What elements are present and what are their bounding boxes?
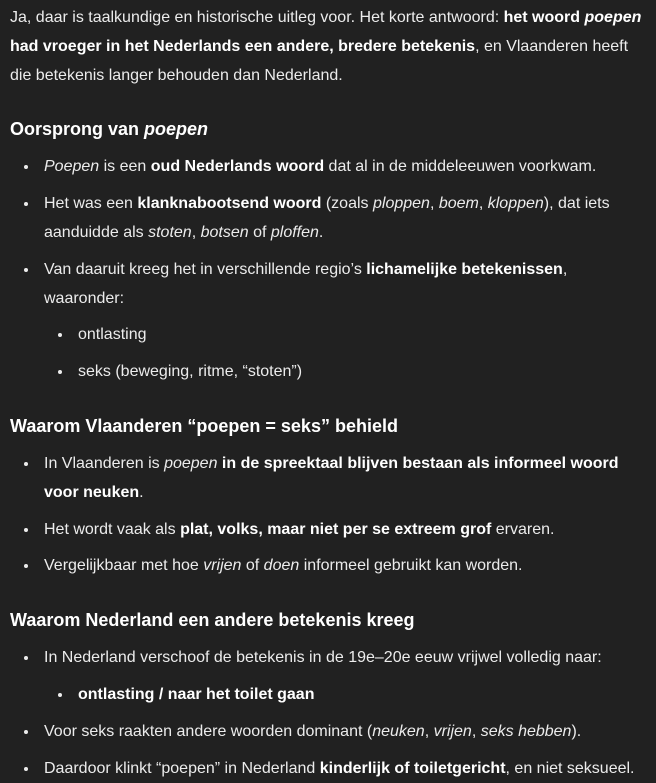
text-run: Daardoor klinkt “poepen” in Nederland — [44, 759, 320, 777]
text-run: Van daaruit kreeg het in verschillende regio’s — [44, 260, 367, 278]
section-heading — [10, 116, 646, 143]
text-run: ), dat iets aanduidde als — [44, 195, 610, 241]
list-item — [73, 321, 646, 350]
text-run: doen — [263, 557, 300, 575]
text-run: Het wordt vaak als — [44, 520, 181, 538]
text-run: poepen — [164, 454, 218, 472]
text-run: , waaronder: — [44, 260, 568, 307]
list-item — [39, 718, 646, 747]
list-item — [73, 358, 646, 387]
text-run: ervaren. — [491, 520, 555, 538]
text-run: , — [191, 223, 201, 241]
text-run: ploppen — [372, 195, 430, 213]
list-item — [39, 516, 646, 545]
text-run: , — [478, 195, 488, 213]
section-heading — [10, 413, 646, 440]
text-run: of — [241, 557, 264, 575]
text-run: In Nederland verschoof de betekenis in de 19e–20e eeuw vrijwel volledig naar: — [44, 649, 602, 667]
text-run: kloppen — [487, 195, 544, 213]
text-run: seks (beweging, ritme, “stoten”) — [78, 363, 303, 381]
text-run: had vroeger in het Nederlands een andere, bredere betekenis — [10, 37, 476, 55]
text-run: klanknabootsend woord — [137, 195, 322, 213]
list-item — [39, 755, 646, 783]
text-run: , — [471, 722, 481, 740]
bullet-list — [10, 153, 646, 387]
text-run: , — [429, 195, 439, 213]
list-item — [39, 190, 646, 248]
text-run: stoten — [148, 223, 192, 241]
text-run: of — [248, 223, 271, 241]
text-run: . — [318, 223, 324, 241]
text-run: Oorsprong van — [10, 119, 145, 140]
text-run: plat, volks, maar niet per se extreem grof — [180, 520, 492, 538]
text-run: (zoals — [321, 195, 373, 213]
text-run: kinderlijk of toiletgericht — [319, 759, 506, 777]
list-item — [39, 256, 646, 387]
list-item — [39, 153, 646, 182]
text-run: is een — [99, 158, 151, 176]
text-run: vrijen — [433, 722, 472, 740]
text-run: seks hebben — [480, 722, 572, 740]
list-item — [39, 552, 646, 581]
text-run: ontlasting / naar het toilet gaan — [78, 685, 315, 703]
text-run: botsen — [200, 223, 249, 241]
nested-bullet-list — [44, 681, 646, 710]
section-heading — [10, 607, 646, 634]
list-item — [73, 681, 646, 710]
text-run: , en Vlaanderen heeft die betekenis langer behouden dan Nederland. — [10, 37, 629, 84]
paragraph — [10, 4, 646, 90]
text-run: In Vlaanderen is — [44, 454, 165, 472]
text-run: Ja, daar is taalkundige en historische uitleg voor. Het korte antwoord: — [10, 9, 504, 26]
text-run: Vergelijkbaar met hoe — [44, 557, 204, 575]
text-run: lichamelijke betekenissen — [366, 260, 563, 278]
bullet-list — [10, 450, 646, 581]
text-run: Voor seks raakten andere woorden dominant ( — [44, 722, 373, 740]
text-run: ). — [571, 722, 582, 740]
text-run: het woord — [503, 9, 585, 26]
text-run: poepen — [584, 9, 642, 26]
nested-bullet-list — [44, 321, 646, 387]
text-run: , en niet seksueel. — [505, 759, 635, 777]
text-run: vrijen — [203, 557, 242, 575]
text-run: . — [139, 483, 144, 501]
text-run: Het was een — [44, 195, 138, 213]
text-run: Waarom Nederland een andere betekenis kreeg — [10, 610, 415, 631]
text-run: boem — [438, 195, 479, 213]
text-run: ontlasting — [78, 326, 147, 344]
text-run: dat al in de middeleeuwen voorkwam. — [324, 158, 597, 176]
text-run: ploffen — [270, 223, 319, 241]
text-run: in de spreektaal blijven bestaan als informeel woord voor neuken — [44, 454, 619, 501]
text-run: , — [424, 722, 434, 740]
bullet-list — [10, 644, 646, 783]
text-run: neuken — [372, 722, 425, 740]
text-run: oud Nederlands woord — [150, 158, 325, 176]
text-run: Poepen — [44, 158, 100, 176]
list-item — [39, 450, 646, 508]
list-item — [39, 644, 646, 710]
text-run: informeel gebruikt kan worden. — [299, 557, 523, 575]
text-run: Waarom Vlaanderen “poepen = seks” behield — [10, 415, 398, 436]
text-run: poepen — [144, 119, 209, 140]
